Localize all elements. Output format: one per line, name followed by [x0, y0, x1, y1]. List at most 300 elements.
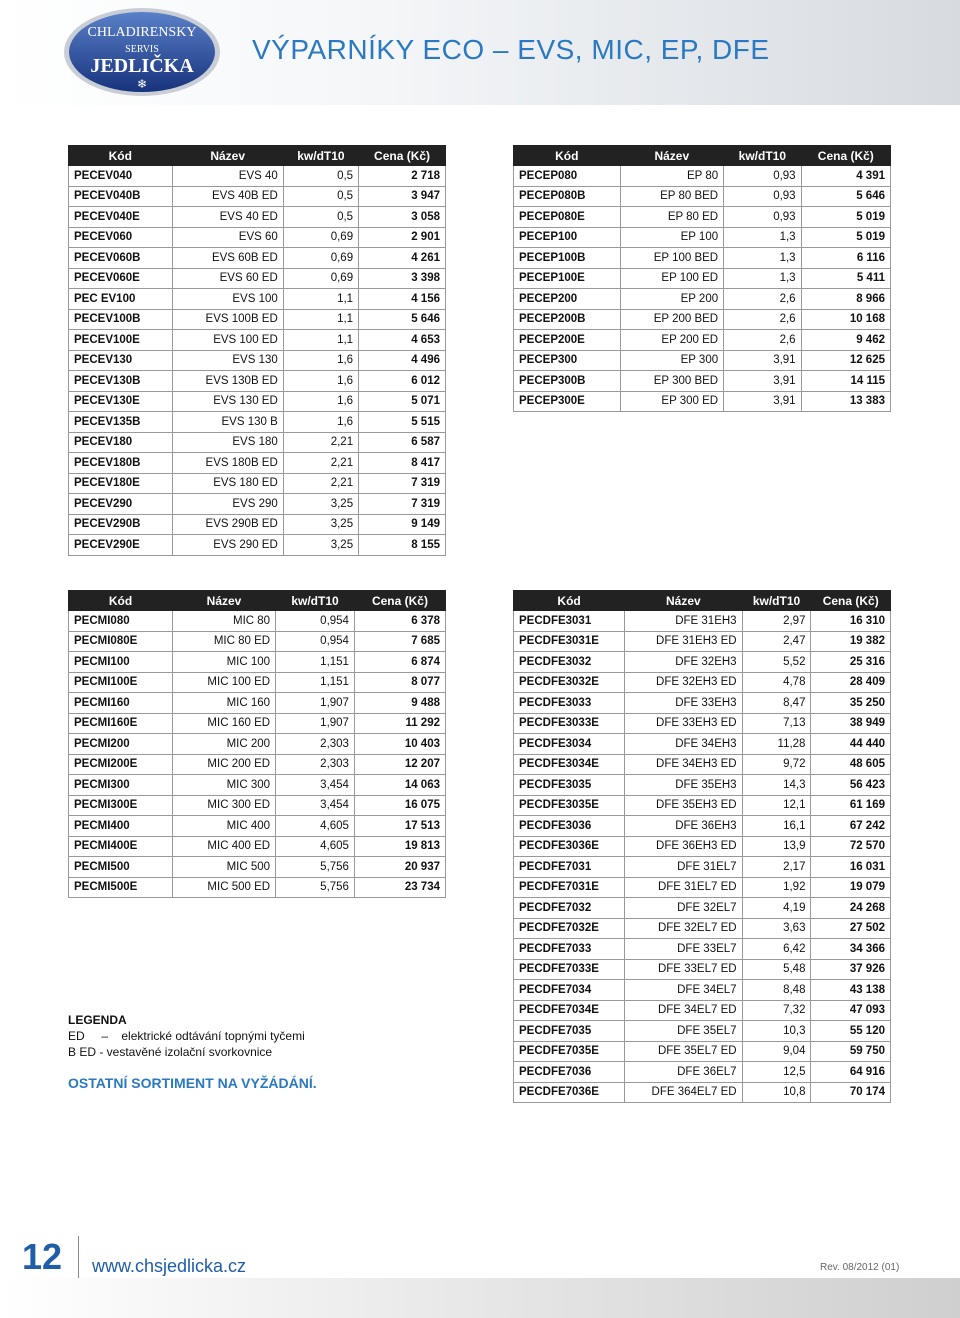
cell-code: PECDFE3036E: [514, 836, 625, 857]
table-header-row: [69, 591, 446, 611]
cell-kw: 0,69: [283, 268, 358, 289]
cell-kw: 12,1: [742, 795, 811, 816]
cell-kw: 6,42: [742, 939, 811, 960]
cell-price: 2 718: [359, 166, 446, 187]
cell-kw: 1,1: [283, 289, 358, 310]
table-row: [514, 186, 891, 207]
cell-code: PECEV040B: [69, 186, 173, 207]
cell-code: PECDFE7033E: [514, 959, 625, 980]
table-row: [514, 713, 891, 734]
table-row: [69, 309, 446, 330]
cell-code: PECEP300: [514, 350, 621, 371]
cell-name: EVS 130: [172, 350, 283, 371]
cell-name: DFE 364EL7 ED: [625, 1082, 742, 1103]
table-row: [514, 289, 891, 310]
cell-code: PECDFE7032E: [514, 918, 625, 939]
cell-price: 3 398: [359, 268, 446, 289]
cell-price: 4 496: [359, 350, 446, 371]
svg-text:JEDLIČKA: JEDLIČKA: [90, 55, 194, 77]
table-row: [514, 877, 891, 898]
cell-name: DFE 32EH3: [625, 652, 742, 673]
table-row: [514, 1000, 891, 1021]
cell-name: EP 80 BED: [620, 186, 724, 207]
page-number: 12: [22, 1236, 63, 1277]
table-row: [514, 1082, 891, 1103]
cell-code: PECMI080: [69, 611, 173, 632]
table-row: [514, 371, 891, 392]
cell-code: PECDFE7035: [514, 1021, 625, 1042]
table-row: [514, 350, 891, 371]
cell-name: EP 200: [620, 289, 724, 310]
cell-name: EP 80 ED: [620, 207, 724, 228]
table-row: [69, 652, 446, 673]
col-header-kw: kw/dT10: [283, 146, 358, 166]
table-row: [514, 734, 891, 755]
cell-code: PECEV130E: [69, 391, 173, 412]
table-row: [514, 652, 891, 673]
cell-price: 24 268: [811, 898, 891, 919]
table-row: [69, 350, 446, 371]
cell-kw: 1,907: [276, 713, 355, 734]
cell-name: MIC 160: [172, 693, 275, 714]
table-row: [514, 207, 891, 228]
cell-price: 3 947: [359, 186, 446, 207]
table-row: [514, 898, 891, 919]
table-row: [69, 672, 446, 693]
table-row: [69, 391, 446, 412]
cell-price: 61 169: [811, 795, 891, 816]
cell-code: PECEP200: [514, 289, 621, 310]
legend-title: LEGENDA: [68, 1013, 127, 1027]
cell-kw: 3,63: [742, 918, 811, 939]
cell-price: 5 019: [801, 227, 890, 248]
cell-name: MIC 400 ED: [172, 836, 275, 857]
cell-price: 5 646: [359, 309, 446, 330]
table-row: [514, 227, 891, 248]
cell-price: 8 417: [359, 453, 446, 474]
cell-kw: 3,91: [724, 371, 801, 392]
cell-name: MIC 100: [172, 652, 275, 673]
footer-bar: [0, 1278, 960, 1318]
cell-kw: 5,48: [742, 959, 811, 980]
cell-price: 5 515: [359, 412, 446, 433]
cell-kw: 14,3: [742, 775, 811, 796]
cell-price: 37 926: [811, 959, 891, 980]
cell-price: 8 077: [354, 672, 445, 693]
cell-price: 48 605: [811, 754, 891, 775]
cell-code: PECEV130B: [69, 371, 173, 392]
cell-price: 12 207: [354, 754, 445, 775]
cell-name: EVS 130 ED: [172, 391, 283, 412]
cell-price: 44 440: [811, 734, 891, 755]
cell-kw: 9,04: [742, 1041, 811, 1062]
cell-kw: 4,605: [276, 816, 355, 837]
cell-code: PECEV180: [69, 432, 173, 453]
cell-price: 14 115: [801, 371, 890, 392]
cell-code: PECEP080E: [514, 207, 621, 228]
cell-code: PECEV060: [69, 227, 173, 248]
table-header-row: [514, 591, 891, 611]
cell-kw: 2,97: [742, 611, 811, 632]
table-row: [69, 836, 446, 857]
col-header-code: Kód: [514, 146, 621, 166]
table-row: [514, 1041, 891, 1062]
cell-price: 6 587: [359, 432, 446, 453]
col-header-name: Název: [172, 146, 283, 166]
cell-code: PECDFE7031: [514, 857, 625, 878]
table-row: [514, 857, 891, 878]
cell-code: PECDFE7033: [514, 939, 625, 960]
cell-kw: 9,72: [742, 754, 811, 775]
cell-kw: 4,605: [276, 836, 355, 857]
footer-divider: [78, 1236, 79, 1278]
cell-kw: 10,3: [742, 1021, 811, 1042]
table-row: [69, 371, 446, 392]
col-header-price: Cena (Kč): [354, 591, 445, 611]
cell-name: MIC 160 ED: [172, 713, 275, 734]
cell-name: EVS 290 ED: [172, 535, 283, 556]
cell-price: 28 409: [811, 672, 891, 693]
table-row: [514, 1021, 891, 1042]
cell-kw: 5,756: [276, 857, 355, 878]
cell-price: 12 625: [801, 350, 890, 371]
cell-kw: 1,1: [283, 330, 358, 351]
table-row: [69, 693, 446, 714]
cell-name: EP 80: [620, 166, 724, 187]
cell-kw: 1,3: [724, 268, 801, 289]
table-row: [69, 795, 446, 816]
cell-price: 3 058: [359, 207, 446, 228]
cell-price: 20 937: [354, 857, 445, 878]
table-row: [514, 693, 891, 714]
cell-price: 16 310: [811, 611, 891, 632]
cell-name: MIC 500 ED: [172, 877, 275, 898]
cell-price: 6 012: [359, 371, 446, 392]
cell-name: EVS 60 ED: [172, 268, 283, 289]
cell-price: 10 168: [801, 309, 890, 330]
cell-kw: 0,93: [724, 207, 801, 228]
cell-kw: 5,52: [742, 652, 811, 673]
mic-price-table: [68, 590, 446, 898]
table-row: [69, 775, 446, 796]
col-header-code: Kód: [69, 146, 173, 166]
cell-code: PECEV290E: [69, 535, 173, 556]
cell-price: 27 502: [811, 918, 891, 939]
cell-kw: 4,78: [742, 672, 811, 693]
cell-price: 19 382: [811, 631, 891, 652]
cell-kw: 2,303: [276, 754, 355, 775]
page-header: [0, 0, 960, 105]
svg-text:SERVIS: SERVIS: [125, 44, 159, 55]
cell-name: DFE 35EH3: [625, 775, 742, 796]
table-row: [69, 248, 446, 269]
table-header-row: [514, 146, 891, 166]
cell-code: PECEP100B: [514, 248, 621, 269]
cell-kw: 2,6: [724, 309, 801, 330]
table-row: [514, 795, 891, 816]
cell-price: 25 316: [811, 652, 891, 673]
dfe-price-table: [513, 590, 891, 1103]
table-row: [514, 775, 891, 796]
table-row: [514, 330, 891, 351]
table-row: [514, 248, 891, 269]
revision-label: Rev. 08/2012 (01): [820, 1262, 900, 1273]
cell-price: 5 071: [359, 391, 446, 412]
legend-line-bed: B ED - vestavěné izolační svorkovnice: [68, 1045, 273, 1059]
table-row: [69, 754, 446, 775]
cell-name: EP 200 BED: [620, 309, 724, 330]
cell-price: 19 813: [354, 836, 445, 857]
cell-code: PECMI100E: [69, 672, 173, 693]
cell-price: 67 242: [811, 816, 891, 837]
cell-kw: 3,25: [283, 494, 358, 515]
cell-price: 9 149: [359, 514, 446, 535]
cell-code: PECMI160: [69, 693, 173, 714]
cell-price: 17 513: [354, 816, 445, 837]
col-header-name: Název: [625, 591, 742, 611]
table-row: [514, 631, 891, 652]
cell-code: PECEV180E: [69, 473, 173, 494]
cell-price: 56 423: [811, 775, 891, 796]
cell-name: MIC 400: [172, 816, 275, 837]
cell-price: 2 901: [359, 227, 446, 248]
cell-name: DFE 31EL7 ED: [625, 877, 742, 898]
cell-kw: 3,91: [724, 350, 801, 371]
table-row: [69, 412, 446, 433]
cell-code: PECEV135B: [69, 412, 173, 433]
cell-code: PECDFE7032: [514, 898, 625, 919]
cell-code: PECEP200E: [514, 330, 621, 351]
table-row: [69, 611, 446, 632]
table-row: [69, 186, 446, 207]
cell-code: PECMI100: [69, 652, 173, 673]
cell-code: PECMI400: [69, 816, 173, 837]
cell-kw: 2,21: [283, 432, 358, 453]
cell-kw: 11,28: [742, 734, 811, 755]
cell-code: PECEP100: [514, 227, 621, 248]
cell-code: PECMI400E: [69, 836, 173, 857]
cell-name: DFE 33EL7: [625, 939, 742, 960]
cell-kw: 1,1: [283, 309, 358, 330]
table-row: [514, 754, 891, 775]
cell-code: PECEP300B: [514, 371, 621, 392]
cell-kw: 3,25: [283, 514, 358, 535]
cell-name: DFE 35EL7 ED: [625, 1041, 742, 1062]
cell-kw: 8,48: [742, 980, 811, 1001]
cell-kw: 16,1: [742, 816, 811, 837]
cell-name: EP 300: [620, 350, 724, 371]
cell-price: 8 966: [801, 289, 890, 310]
table-row: [69, 289, 446, 310]
table-row: [514, 268, 891, 289]
cell-price: 9 488: [354, 693, 445, 714]
cell-name: MIC 80: [172, 611, 275, 632]
cell-name: MIC 300 ED: [172, 795, 275, 816]
col-header-name: Název: [172, 591, 275, 611]
cell-code: PECDFE7034: [514, 980, 625, 1001]
cell-name: DFE 34EH3: [625, 734, 742, 755]
table-row: [514, 959, 891, 980]
cell-kw: 5,756: [276, 877, 355, 898]
cell-name: EVS 130B ED: [172, 371, 283, 392]
cell-price: 47 093: [811, 1000, 891, 1021]
col-header-kw: kw/dT10: [276, 591, 355, 611]
table-row: [514, 1062, 891, 1083]
cell-code: PECDFE3031: [514, 611, 625, 632]
cell-name: MIC 200 ED: [172, 754, 275, 775]
cell-kw: 3,454: [276, 775, 355, 796]
cell-kw: 7,13: [742, 713, 811, 734]
cell-name: DFE 36EH3: [625, 816, 742, 837]
cell-name: EVS 100B ED: [172, 309, 283, 330]
table-row: [69, 207, 446, 228]
cell-code: PECEV060E: [69, 268, 173, 289]
cell-name: EVS 290B ED: [172, 514, 283, 535]
cell-kw: 1,6: [283, 391, 358, 412]
cell-price: 72 570: [811, 836, 891, 857]
cell-kw: 1,151: [276, 672, 355, 693]
other-products-note: OSTATNÍ SORTIMENT NA VYŽÁDÁNÍ.: [68, 1075, 317, 1091]
cell-kw: 13,9: [742, 836, 811, 857]
col-header-price: Cena (Kč): [811, 591, 891, 611]
cell-code: PECMI080E: [69, 631, 173, 652]
cell-name: EVS 40B ED: [172, 186, 283, 207]
cell-price: 19 079: [811, 877, 891, 898]
cell-name: DFE 34EH3 ED: [625, 754, 742, 775]
cell-name: MIC 300: [172, 775, 275, 796]
ep-price-table: [513, 145, 891, 412]
cell-price: 7 319: [359, 494, 446, 515]
cell-price: 6 874: [354, 652, 445, 673]
cell-kw: 1,3: [724, 248, 801, 269]
cell-code: PECDFE7031E: [514, 877, 625, 898]
cell-name: DFE 33EH3: [625, 693, 742, 714]
cell-code: PECEV100E: [69, 330, 173, 351]
table-row: [514, 918, 891, 939]
cell-name: EVS 290: [172, 494, 283, 515]
cell-kw: 8,47: [742, 693, 811, 714]
cell-name: EVS 180: [172, 432, 283, 453]
cell-code: PECMI500: [69, 857, 173, 878]
cell-kw: 0,5: [283, 207, 358, 228]
page-title: VÝPARNÍKY ECO – EVS, MIC, EP, DFE: [252, 34, 770, 65]
cell-price: 4 156: [359, 289, 446, 310]
cell-name: MIC 500: [172, 857, 275, 878]
table-row: [69, 166, 446, 187]
col-header-code: Kód: [69, 591, 173, 611]
cell-code: PECMI300: [69, 775, 173, 796]
cell-price: 4 653: [359, 330, 446, 351]
cell-code: PEC EV100: [69, 289, 173, 310]
website-link[interactable]: www.chsjedlicka.cz: [92, 1256, 247, 1276]
cell-code: PECDFE3035: [514, 775, 625, 796]
table-row: [69, 713, 446, 734]
cell-name: EVS 180B ED: [172, 453, 283, 474]
cell-price: 16 031: [811, 857, 891, 878]
cell-kw: 0,5: [283, 166, 358, 187]
table-row: [514, 980, 891, 1001]
cell-price: 55 120: [811, 1021, 891, 1042]
cell-kw: 12,5: [742, 1062, 811, 1083]
legend: [68, 1012, 305, 1060]
col-header-price: Cena (Kč): [359, 146, 446, 166]
cell-price: 13 383: [801, 391, 890, 412]
cell-name: DFE 34EL7 ED: [625, 1000, 742, 1021]
table-row: [69, 877, 446, 898]
cell-name: DFE 33EL7 ED: [625, 959, 742, 980]
cell-code: PECEV290: [69, 494, 173, 515]
cell-kw: 1,6: [283, 412, 358, 433]
cell-price: 5 411: [801, 268, 890, 289]
cell-price: 16 075: [354, 795, 445, 816]
table-row: [69, 432, 446, 453]
cell-kw: 0,954: [276, 611, 355, 632]
cell-code: PECDFE3033E: [514, 713, 625, 734]
col-header-kw: kw/dT10: [742, 591, 811, 611]
table-row: [69, 268, 446, 289]
table-row: [514, 309, 891, 330]
cell-kw: 0,5: [283, 186, 358, 207]
cell-code: PECDFE3032: [514, 652, 625, 673]
cell-name: DFE 36EL7: [625, 1062, 742, 1083]
cell-code: PECDFE3032E: [514, 672, 625, 693]
cell-price: 7 319: [359, 473, 446, 494]
cell-code: PECEV040: [69, 166, 173, 187]
cell-kw: 1,6: [283, 350, 358, 371]
table-row: [514, 816, 891, 837]
cell-name: DFE 35EH3 ED: [625, 795, 742, 816]
cell-kw: 2,47: [742, 631, 811, 652]
table-row: [514, 166, 891, 187]
cell-code: PECDFE3034: [514, 734, 625, 755]
table-row: [69, 227, 446, 248]
cell-code: PECDFE3035E: [514, 795, 625, 816]
cell-code: PECMI300E: [69, 795, 173, 816]
cell-name: MIC 100 ED: [172, 672, 275, 693]
cell-code: PECEP080B: [514, 186, 621, 207]
cell-code: PECEP080: [514, 166, 621, 187]
cell-name: EVS 130 B: [172, 412, 283, 433]
table-header-row: [69, 146, 446, 166]
cell-name: DFE 31EH3 ED: [625, 631, 742, 652]
cell-name: EP 200 ED: [620, 330, 724, 351]
cell-kw: 1,92: [742, 877, 811, 898]
cell-kw: 2,21: [283, 453, 358, 474]
cell-name: DFE 32EL7 ED: [625, 918, 742, 939]
cell-code: PECDFE7036: [514, 1062, 625, 1083]
cell-name: DFE 31EL7: [625, 857, 742, 878]
table-row: [69, 494, 446, 515]
cell-kw: 2,21: [283, 473, 358, 494]
cell-price: 4 391: [801, 166, 890, 187]
cell-code: PECDFE3034E: [514, 754, 625, 775]
cell-code: PECDFE3036: [514, 816, 625, 837]
cell-kw: 2,17: [742, 857, 811, 878]
table-row: [69, 535, 446, 556]
cell-name: EP 100 BED: [620, 248, 724, 269]
svg-text:CHLADIRENSKY: CHLADIRENSKY: [87, 25, 197, 40]
cell-kw: 3,25: [283, 535, 358, 556]
legend-line-ed: ED – elektrické odtávání topnými tyčemi: [68, 1029, 305, 1043]
cell-name: DFE 32EL7: [625, 898, 742, 919]
cell-name: EP 300 BED: [620, 371, 724, 392]
table-row: [69, 330, 446, 351]
table-row: [69, 473, 446, 494]
table-row: [69, 514, 446, 535]
cell-kw: 10,8: [742, 1082, 811, 1103]
cell-name: MIC 200: [172, 734, 275, 755]
cell-kw: 0,69: [283, 248, 358, 269]
